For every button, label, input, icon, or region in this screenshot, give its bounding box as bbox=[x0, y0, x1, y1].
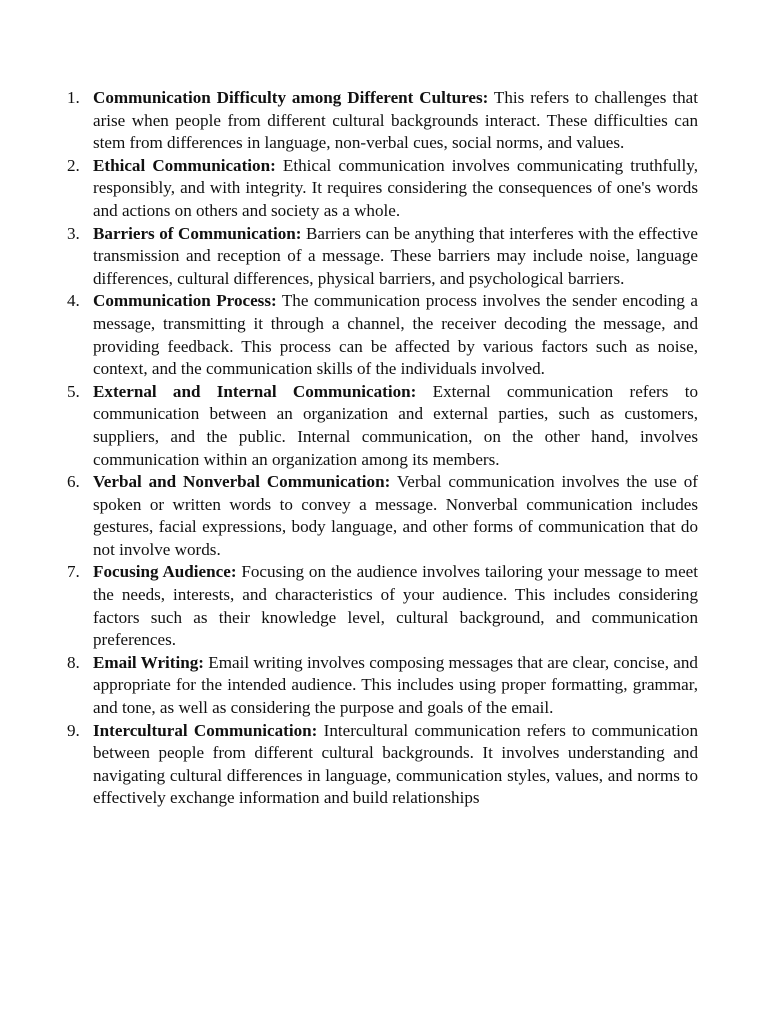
item-term: Communication Difficulty among Different Cultures: bbox=[93, 88, 489, 107]
item-text: This refers to challenges that arise when people from different cultural backgrounds interact. These difficulties can stem from differences in language, non-verbal cues, social norms, and values. bbox=[93, 88, 698, 153]
item-term: External and Internal Communication: bbox=[93, 381, 417, 401]
item-text: External communication refers to communication between an organization and external parties, such as customers, suppliers, and the public. Internal communication, on the other hand, involves communication within an organization among its members. bbox=[93, 381, 699, 469]
item-term: Focusing Audience: bbox=[93, 562, 237, 582]
item-term: Intercultural Communication: bbox=[93, 720, 318, 740]
list-item-3 bbox=[60, 223, 698, 291]
item-number: 1. bbox=[67, 88, 80, 107]
list-item-9 bbox=[60, 720, 698, 810]
list-item-6 bbox=[60, 471, 698, 561]
item-term: Communication Process: bbox=[93, 291, 277, 311]
item-number: 3. bbox=[67, 223, 80, 243]
item-text: Ethical communication involves communicating truthfully, responsibly, and with integrity. It requires considering the consequences of one's words and actions on others and society as a whole. bbox=[93, 155, 698, 220]
list-item-5 bbox=[60, 381, 698, 471]
item-number: 6. bbox=[67, 472, 80, 492]
item-term: Ethical Communication: bbox=[93, 155, 276, 175]
item-text: Intercultural communication refers to communication between people from different cultural backgrounds. It involves understanding and navigating cultural differences in language, communication styles, values, and norms to effectively exchange information and build relationships bbox=[93, 720, 698, 808]
list-item-1 bbox=[60, 87, 698, 155]
item-number: 5. bbox=[67, 381, 80, 401]
item-number: 2. bbox=[67, 155, 80, 175]
list-item-4 bbox=[60, 290, 698, 380]
item-term: Verbal and Nonverbal Communication: bbox=[93, 472, 391, 492]
item-text: Barriers can be anything that interferes with the effective transmission and reception of a message. These barriers may include noise, language differences, cultural differences, physical barriers, and psychological barriers. bbox=[93, 223, 698, 288]
list-item-2 bbox=[60, 155, 698, 223]
item-number: 8. bbox=[67, 652, 80, 672]
item-text: Email writing involves composing messages that are clear, concise, and appropriate for the intended audience. This includes using proper formatting, grammar, and tone, as well as considering the purpose and goals of the email. bbox=[93, 652, 698, 718]
item-number: 9. bbox=[67, 720, 80, 740]
item-text: Focusing on the audience involves tailoring your message to meet the needs, interests, and characteristics of your audience. This includes considering factors such as their knowledge level, cultural background, and communication preferences. bbox=[93, 562, 698, 650]
item-number: 4. bbox=[67, 291, 80, 311]
list-item-8 bbox=[60, 652, 698, 720]
item-number: 7. bbox=[67, 562, 80, 582]
item-text: The communication process involves the sender encoding a message, transmitting it through a channel, the receiver decoding the message, and providing feedback. This process can be affected by various factors such as noise, context, and the communication skills of the individuals involved. bbox=[93, 291, 698, 379]
item-text: Verbal communication involves the use of spoken or written words to convey a message. Nonverbal communication includes gestures, facial expressions, body language, and other forms of communication that do not involve words. bbox=[93, 472, 698, 559]
definition-list bbox=[60, 87, 698, 810]
item-term: Barriers of Communication: bbox=[93, 223, 302, 243]
list-item-7 bbox=[60, 561, 698, 651]
item-term: Email Writing: bbox=[93, 652, 204, 672]
